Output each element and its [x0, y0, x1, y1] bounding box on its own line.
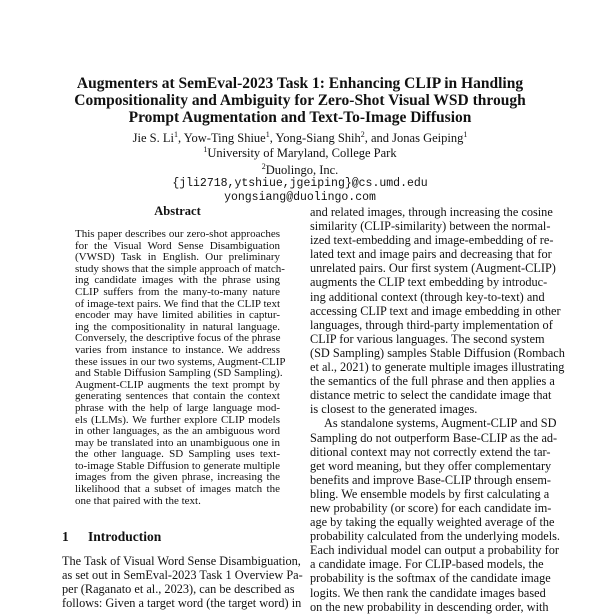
- text-line: in other languages, as the an ambiguous word: [75, 425, 280, 438]
- paragraph: [310, 205, 565, 417]
- text-line: get word meaning, but they offer complementary: [310, 458, 552, 473]
- text-line: The Task of Visual Word Sense Disambiguation,: [62, 554, 301, 568]
- author: and Jonas Geiping$^1$: [371, 130, 468, 146]
- text-line: for the Visual Word Sense Disambiguation: [75, 239, 280, 252]
- text-line: benefits and improve Base-CLIP through ensem-: [310, 472, 551, 487]
- text-line: distance metric to select the candidate image that: [310, 388, 552, 403]
- text-line: Conversely, the descriptive focus of the phrase: [75, 332, 281, 345]
- text-line: a candidate image. For CLIP-based models, the: [310, 557, 544, 572]
- text-line: to-image Stable Diffusion to generate multiple: [75, 459, 280, 472]
- abstract-heading: Abstract: [154, 204, 201, 218]
- text-line: as set out in SemEval-2023 Task 1 Overview Pa-: [62, 568, 303, 583]
- text-line: generating sentences that contain the context: [75, 390, 280, 403]
- author: Yow-Ting Shiue$^1$: [183, 130, 270, 146]
- authors: Jie S. Li$^1$, Yow-Ting Shiue$^1$, Yong-Siang Shih$^2$, and Jonas Geiping$^1$: [132, 130, 468, 146]
- text-line: languages, through third-party implementation of: [310, 317, 553, 332]
- text-line: probability is the softmax of the candidate image: [310, 571, 551, 586]
- text-line: likelihood that a subset of images match the: [75, 483, 280, 496]
- right-column: [310, 205, 565, 614]
- text-line: augments the CLIP text embedding by introduc-: [310, 275, 548, 290]
- title-line: Augmenters at SemEval-2023 Task 1: Enhancing CLIP in Handling: [76, 75, 524, 92]
- text-line: one that paired with the text.: [75, 494, 201, 507]
- text-line: the other language. SD Sampling uses text-: [75, 448, 280, 461]
- text-line: ing the compositionality in natural language.: [75, 320, 280, 333]
- text-line: ditional context may not correctly extend the tar-: [310, 444, 551, 459]
- text-line: This paper describes our zero-shot approaches: [75, 228, 280, 240]
- affiliation: $^1$University of Maryland, College Park: [203, 145, 397, 161]
- text-line: and Stable Diffusion Sampling (SD Sampling).: [75, 367, 283, 380]
- text-line: Each individual model can output a probability for: [310, 543, 559, 558]
- text-line: follows: Given a target word (the target word) in: [62, 596, 302, 611]
- title-line: Prompt Augmentation and Text-To-Image Diffusion: [128, 109, 472, 126]
- title-line: Compositionality and Ambiguity for Zero-Shot Visual WSD through: [74, 92, 526, 109]
- affiliation: $^2$Duolingo, Inc.: [261, 162, 339, 178]
- section-heading-introduction: 1 Introduction: [62, 529, 162, 544]
- text-line: phrase with the help of large language mod-: [75, 401, 280, 414]
- text-line: study shows that the simple approach of match-: [75, 262, 285, 275]
- text-line: may be translated into an unambiguous one in: [75, 436, 280, 449]
- text-line: bling. We ensemble models by first calculating a: [310, 486, 550, 501]
- text-line: CLIP suffers from the many-to-many nature: [75, 285, 280, 298]
- text-line: ing additional context (through key-to-text) and: [310, 289, 545, 304]
- text-line: (VWSD) Task in English. Our preliminary: [75, 251, 280, 264]
- text-line: similarity (CLIP-similarity) between the normal-: [310, 219, 551, 234]
- text-line: of image-text pairs. We find that the CLIP text: [75, 297, 280, 310]
- text-line: new probability (or score) for each candidate im-: [310, 500, 552, 515]
- text-line: these issues in our two systems, Augment-CLIP: [75, 355, 286, 368]
- text-line: ized text-embedding and image-embedding of re-: [310, 233, 554, 248]
- text-line: on the new probability in descending order, with: [310, 599, 549, 614]
- text-line: lated text and image pairs and decreasing that for: [310, 247, 552, 262]
- text-line: is closest to the generated images.: [310, 402, 478, 417]
- text-line: per (Raganato et al., 2023), can be described as: [62, 582, 295, 597]
- text-line: ing candidate images with the phrase using: [75, 274, 280, 287]
- text-line: varies from instance to instance. We address: [75, 343, 280, 356]
- author: Jie S. Li$^1$: [132, 130, 178, 146]
- text-line: Augment-CLIP augments the text prompt by: [75, 378, 280, 391]
- text-line: Sampling do not outperform Base-CLIP as the ad-: [310, 430, 558, 445]
- text-line: CLIP for various languages. The second system: [310, 331, 545, 346]
- text-line: age by taking the equally weighted average of the: [310, 515, 555, 530]
- paragraph: [310, 416, 560, 614]
- author: Yong-Siang Shih$^2$: [275, 130, 365, 146]
- text-line: els (LLMs). We further explore CLIP models: [75, 413, 280, 426]
- text-line: probability calculated from the underlying models.: [310, 529, 560, 544]
- paper-title: [0, 75, 600, 126]
- text-line: images from the given phrase, increasing the: [75, 471, 280, 484]
- text-line: the semantics of the full phrase and then applies a: [310, 374, 555, 389]
- text-line: As standalone systems, Augment-CLIP and SD: [324, 416, 557, 431]
- text-line: (SD Sampling) samples Stable Diffusion (Rombach: [310, 345, 565, 360]
- text-line: and related images, through increasing the cosine: [310, 205, 553, 219]
- introduction-body: [62, 554, 303, 611]
- text-line: encoder may have limited abilities in captur-: [75, 309, 280, 322]
- text-line: unrelated pairs. Our first system (Augment-CLIP): [310, 261, 556, 276]
- email: {jli2718,ytshiue,jgeiping}@cs.umd.edu: [172, 177, 428, 191]
- affiliations: [0, 143, 600, 205]
- text-line: et al., 2021) to generate multiple images illustrating: [310, 360, 565, 375]
- text-line: accessing CLIP text and image embedding in other: [310, 303, 561, 318]
- text-line: logits. We then rank the candidate images based: [310, 585, 546, 600]
- abstract-body: [75, 228, 286, 507]
- email: yongsiang@duolingo.com: [224, 191, 376, 205]
